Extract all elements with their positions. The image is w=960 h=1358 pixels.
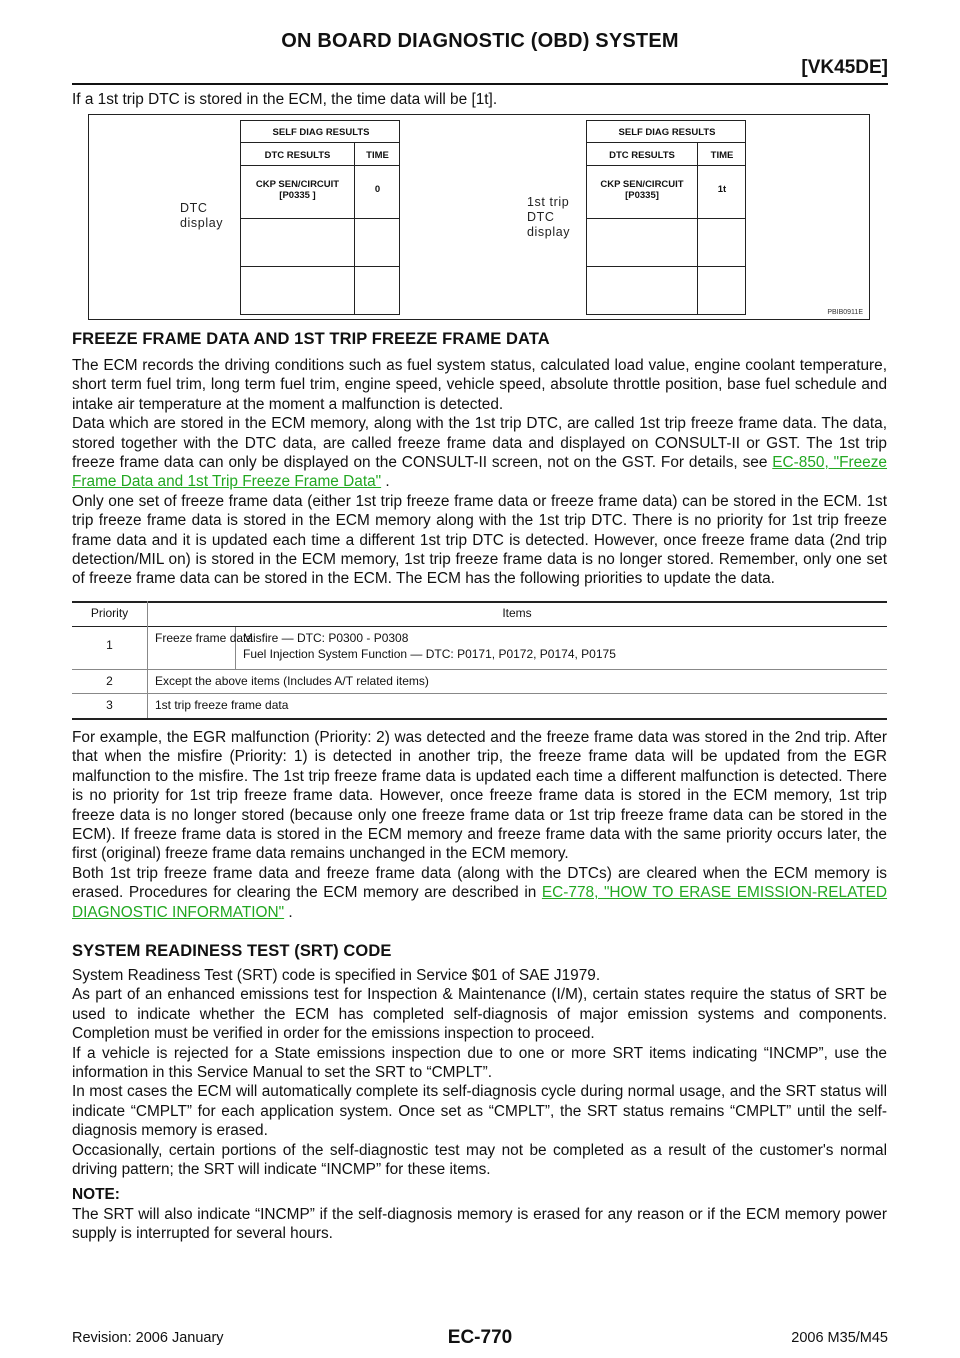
dtc-item bbox=[587, 179, 697, 201]
dtc-item-name: CKP SEN/CIRCUIT bbox=[600, 179, 684, 190]
dtc-results-header: DTC RESULTS bbox=[264, 150, 331, 161]
table-header-priority: Priority bbox=[90, 606, 129, 620]
self-diag-screen-left bbox=[240, 120, 400, 315]
vehicle-model: 2006 M35/M45 bbox=[791, 1330, 888, 1346]
time-header: TIME bbox=[366, 150, 389, 161]
label-line: DTC bbox=[527, 210, 555, 224]
dtc-item bbox=[241, 179, 354, 201]
table-cell: Fuel Injection System Function — DTC: P0171, P0172, P0174, P0175 bbox=[243, 647, 616, 661]
header-divider bbox=[72, 83, 888, 85]
paragraph-text: Data which are stored in the ECM memory, along with the 1st trip DTC, are called 1st trip freeze frame data. The data, stored together with the DTC data, are called freeze frame data and displayed on CONSULT-II or GST. The 1st trip freeze frame data can only be displayed on the CONSULT-II screen, not on the GST. For details, see bbox=[72, 415, 887, 472]
first-trip-dtc-display-label bbox=[527, 195, 570, 240]
table-cell: 1st trip freeze frame data bbox=[155, 698, 289, 712]
paragraph-text: . bbox=[284, 903, 293, 921]
time-value: 0 bbox=[374, 184, 381, 195]
paragraph: Occasionally, certain portions of the self-diagnostic test may not be completed as a result of the customer's normal driving pattern; the SRT will indicate “INCMP” for these items. bbox=[72, 1141, 887, 1179]
time-value: 1t bbox=[717, 184, 727, 195]
page-header-title: ON BOARD DIAGNOSTIC (OBD) SYSTEM bbox=[281, 30, 679, 52]
label-line: display bbox=[180, 216, 224, 230]
priority-value: 1 bbox=[106, 638, 113, 652]
paragraph: As part of an enhanced emissions test for Inspection & Maintenance (I/M), certain states require the status of SRT be used to indicate whether the ECM has completed self-diagnosis of major emission systems and components. Completion must be verified in order for the emissions inspection to proceed. bbox=[72, 986, 887, 1043]
note-label: NOTE: bbox=[72, 1186, 120, 1204]
dtc-results-header: DTC RESULTS bbox=[609, 150, 675, 161]
screen-title: SELF DIAG RESULTS bbox=[618, 127, 716, 138]
dtc-item-code: [P0335 ] bbox=[279, 190, 316, 201]
column-divider bbox=[147, 601, 148, 718]
section-heading-freeze-frame: FREEZE FRAME DATA AND 1ST TRIP FREEZE FRAME DATA bbox=[72, 330, 550, 348]
erase-diagnostic-info-link[interactable]: EC-778, "HOW TO ERASE EMISSION-RELATED DIAGNOSTIC INFORMATION" bbox=[72, 884, 888, 921]
note-text: The SRT will also indicate “INCMP” if the self-diagnosis memory is erased for any reason or if the ECM memory power supply is interrupted for several hours. bbox=[72, 1205, 887, 1243]
paragraph: The ECM records the driving conditions such as fuel system status, calculated load value, engine coolant temperature, short term fuel trim, long term fuel trim, engine speed, vehicle speed, absolute throttle position, base fuel schedule and intake air temperature at the moment a malfunction is detected. bbox=[72, 357, 887, 413]
label-line: 1st trip bbox=[527, 195, 570, 209]
paragraph bbox=[72, 864, 887, 922]
label-line: display bbox=[527, 225, 571, 239]
freeze-frame-body bbox=[72, 356, 887, 589]
self-diag-screen-right bbox=[586, 120, 746, 315]
dtc-display-figure bbox=[88, 114, 870, 320]
priority-table bbox=[72, 601, 887, 721]
paragraph: System Readiness Test (SRT) code is specified in Service $01 of SAE J1979. bbox=[72, 967, 601, 984]
paragraph-text: Both 1st trip freeze frame data and freeze frame data (along with the DTCs) are cleared when the ECM memory is erased. Procedures for clearing the ECM memory are described in bbox=[72, 864, 887, 902]
screen-title: SELF DIAG RESULTS bbox=[272, 127, 370, 138]
priority-value: 2 bbox=[106, 674, 113, 688]
dtc-item-code: [P0335] bbox=[625, 190, 659, 201]
dtc-display-label bbox=[180, 201, 223, 231]
dtc-item-name: CKP SEN/CIRCUIT bbox=[255, 179, 340, 190]
priority-explanation-body bbox=[72, 728, 887, 922]
paragraph bbox=[72, 414, 887, 492]
srt-body bbox=[72, 966, 887, 1244]
section-heading-srt: SYSTEM READINESS TEST (SRT) CODE bbox=[72, 942, 392, 960]
engine-model-code: [VK45DE] bbox=[801, 57, 888, 78]
paragraph: Only one set of freeze frame data (either 1st trip freeze frame data or freeze frame data) can be stored in the ECM. 1st trip freeze frame data is stored in the ECM memory along with the 1st trip DTC. There is no priority for 1st trip freeze frame data and it is updated each time a different 1st trip DTC is detected. However, once freeze frame data (2nd trip detection/MIL on) is stored in the ECM memory, 1st trip freeze frame data is no longer stored. Remember, only one set of freeze frame data can be stored in the ECM. The ECM has the following priorities to update the data. bbox=[72, 492, 887, 588]
priority-value: 3 bbox=[106, 698, 113, 712]
paragraph-text: . bbox=[381, 473, 390, 491]
page-code: EC-770 bbox=[447, 1327, 513, 1348]
table-header-items: Items bbox=[502, 606, 532, 620]
table-cell: Misfire — DTC: P0300 - P0308 bbox=[243, 631, 409, 645]
intro-text: If a 1st trip DTC is stored in the ECM, the time data will be [1t]. bbox=[72, 91, 498, 108]
time-header: TIME bbox=[710, 150, 734, 161]
paragraph: If a vehicle is rejected for a State emissions inspection due to one or more SRT items indicating “INCMP”, use the information in this Service Manual to set the SRT to “CMPLT”. bbox=[72, 1044, 887, 1082]
paragraph: For example, the EGR malfunction (Priority: 2) was detected and the freeze frame data was stored in the 2nd trip. After that when the misfire (Priority: 1) is detected in another trip, the freeze frame data will be updated from the EGR malfunction to the misfire. The 1st trip freeze frame data is updated each time a different malfunction is detected. There is no priority for 1st trip freeze frame data. However, once freeze frame data is stored in the ECM memory, 1st trip freeze data is no longer stored (because only one freeze frame data or 1st trip freeze frame data can be stored in the ECM). If freeze frame data is stored in the ECM memory and freeze frame data with the same priority occurs later, the first (original) freeze frame data remains unchanged in the ECM memory. bbox=[72, 729, 887, 863]
table-cell: Except the above items (Includes A/T related items) bbox=[155, 674, 429, 688]
revision-date: Revision: 2006 January bbox=[72, 1330, 224, 1346]
figure-id: PBIB0911E bbox=[827, 309, 863, 316]
label-line: DTC bbox=[180, 201, 208, 215]
paragraph: In most cases the ECM will automatically complete its self-diagnosis cycle during normal usage, and the SRT status will indicate “CMPLT” for each application system. Once set as “CMPLT”, the SRT status remains “CMPLT” until the self-diagnosis memory is erased. bbox=[72, 1083, 887, 1140]
freeze-frame-data-link[interactable]: EC-850, "Freeze Frame Data and 1st Trip Freeze Frame Data" bbox=[72, 454, 887, 491]
category-cell: Freeze frame data bbox=[155, 631, 254, 645]
